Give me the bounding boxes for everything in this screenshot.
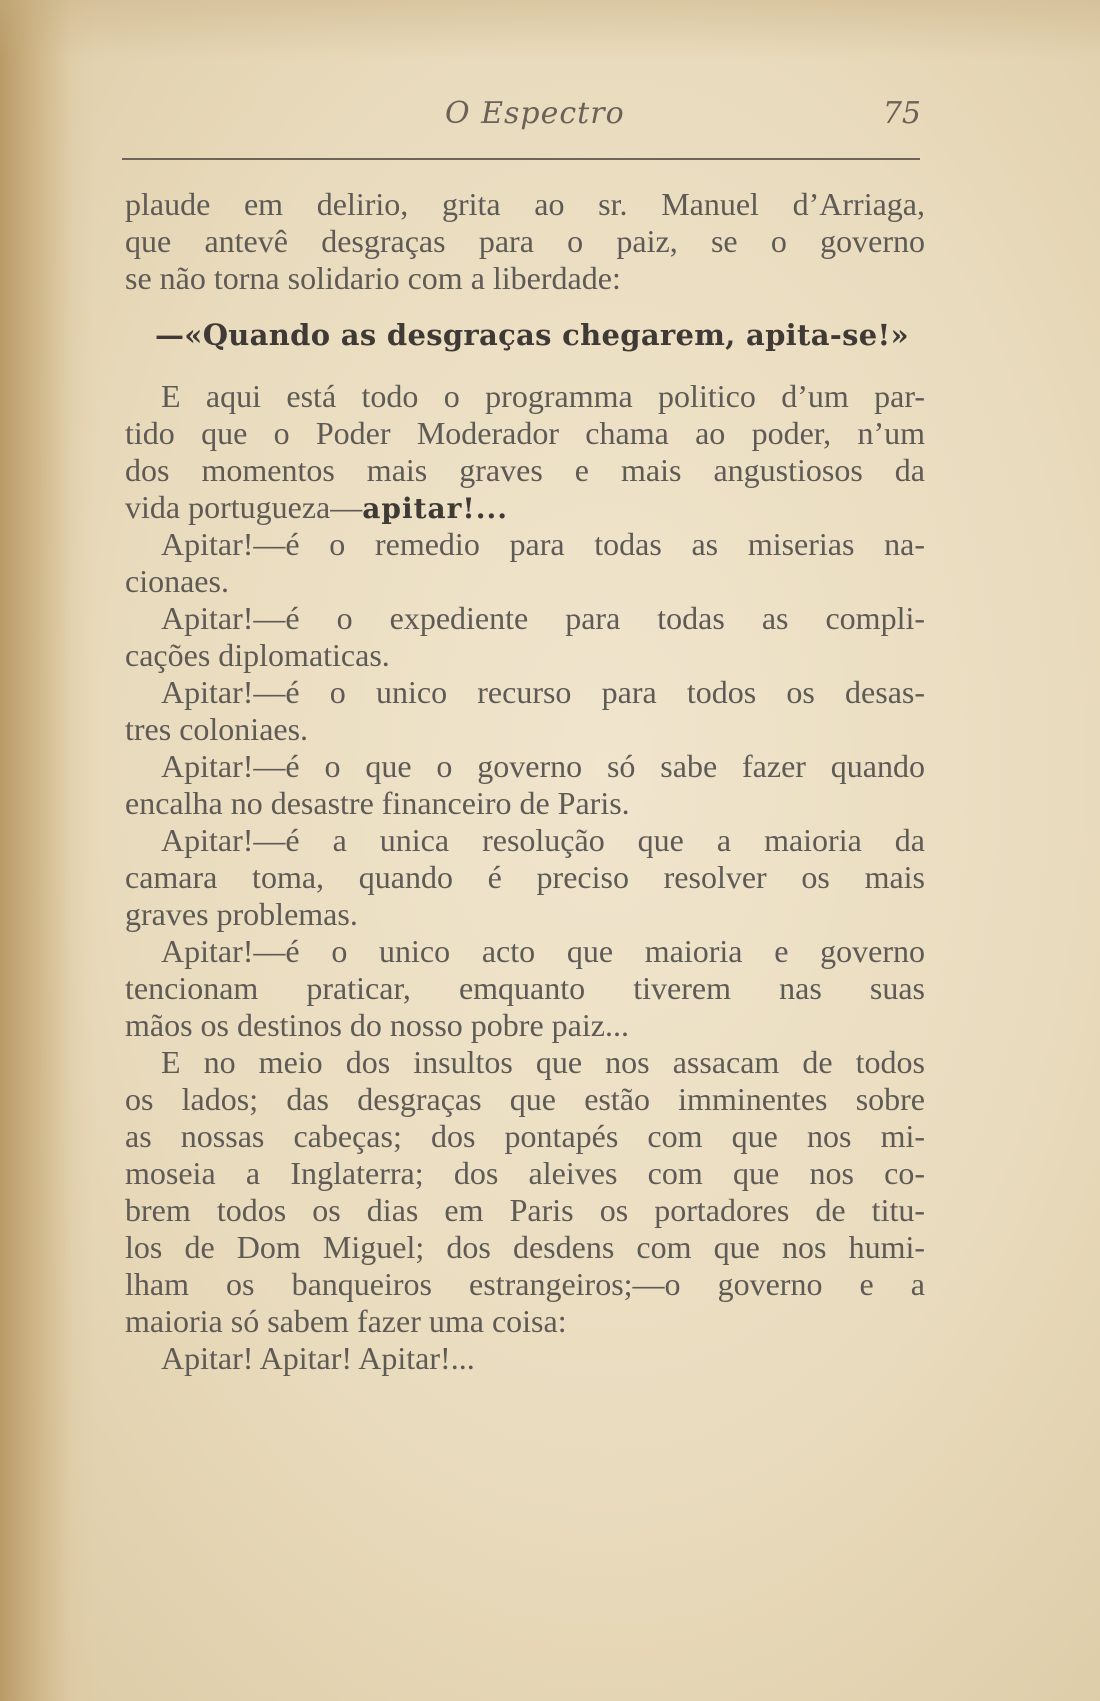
text-line: mãos os destinos do nosso pobre paiz... xyxy=(125,1007,629,1043)
text-line: Apitar!—é o unico acto que maioria e governo xyxy=(161,933,925,969)
text-line: camara toma, quando é preciso resolver os mais xyxy=(125,859,925,895)
text-line: Apitar! Apitar! Apitar!... xyxy=(161,1340,475,1376)
text-line: dos momentos mais graves e mais angustiosos da xyxy=(125,452,925,488)
page-number: 75 xyxy=(882,96,921,131)
text-line: cionaes. xyxy=(125,563,229,599)
page-gutter-shadow xyxy=(0,0,95,1701)
text-line: os lados; das desgraças que estão imminentes sobre xyxy=(125,1081,925,1117)
running-title: O Espectro xyxy=(445,96,625,131)
text-line: tencionam praticar, emquanto tiverem nas suas xyxy=(125,970,925,1006)
text-line: plaude em delirio, grita ao sr. Manuel d’Arriaga, xyxy=(125,186,925,222)
text-line: as nossas cabeças; dos pontapés com que nos mi- xyxy=(125,1118,925,1154)
text-line: que antevê desgraças para o paiz, se o governo xyxy=(125,223,925,259)
text-line: se não torna solidario com a liberdade: xyxy=(125,260,621,296)
emphasis-apitar: apitar!... xyxy=(362,492,508,525)
text-line: brem todos os dias em Paris os portadores de titu- xyxy=(125,1192,925,1228)
text-line: Apitar!—é o expediente para todas as compli- xyxy=(161,600,925,636)
text-line: Apitar!—é a unica resolução que a maioria da xyxy=(161,822,925,858)
text-line: cações diplomaticas. xyxy=(125,637,390,673)
text-line: Apitar!—é o unico recurso para todos os desas- xyxy=(161,674,925,710)
text-fragment: vida portugueza— xyxy=(125,489,363,525)
text-line: graves problemas. xyxy=(125,896,358,932)
page-top-shade xyxy=(0,0,1100,60)
body-text xyxy=(125,186,925,1377)
text-line: Apitar!—é o remedio para todas as miserias na- xyxy=(161,526,925,562)
text-line: E aqui está todo o programma politico d’um par- xyxy=(161,378,925,414)
text-line: maioria só sabem fazer uma coisa: xyxy=(125,1303,567,1339)
text-line: moseia a Inglaterra; dos aleives com que nos co- xyxy=(125,1155,925,1191)
text-line: Apitar!—é o que o governo só sabe fazer quando xyxy=(161,748,925,784)
header-rule xyxy=(122,158,920,160)
running-header xyxy=(125,96,925,140)
text-line: lham os banqueiros estrangeiros;—o governo e a xyxy=(125,1266,925,1302)
text-line: encalha no desastre financeiro de Paris. xyxy=(125,785,630,821)
text-line: los de Dom Miguel; dos desdens com que nos humi- xyxy=(125,1229,925,1265)
quoted-exclamation: —«Quando as desgraças chegarem, apita-se!» xyxy=(155,318,909,352)
text-line: tido que o Poder Moderador chama ao poder, n’um xyxy=(125,415,925,451)
text-line: tres coloniaes. xyxy=(125,711,309,747)
text-line: E no meio dos insultos que nos assacam de todos xyxy=(161,1044,925,1080)
text-line xyxy=(125,489,925,526)
